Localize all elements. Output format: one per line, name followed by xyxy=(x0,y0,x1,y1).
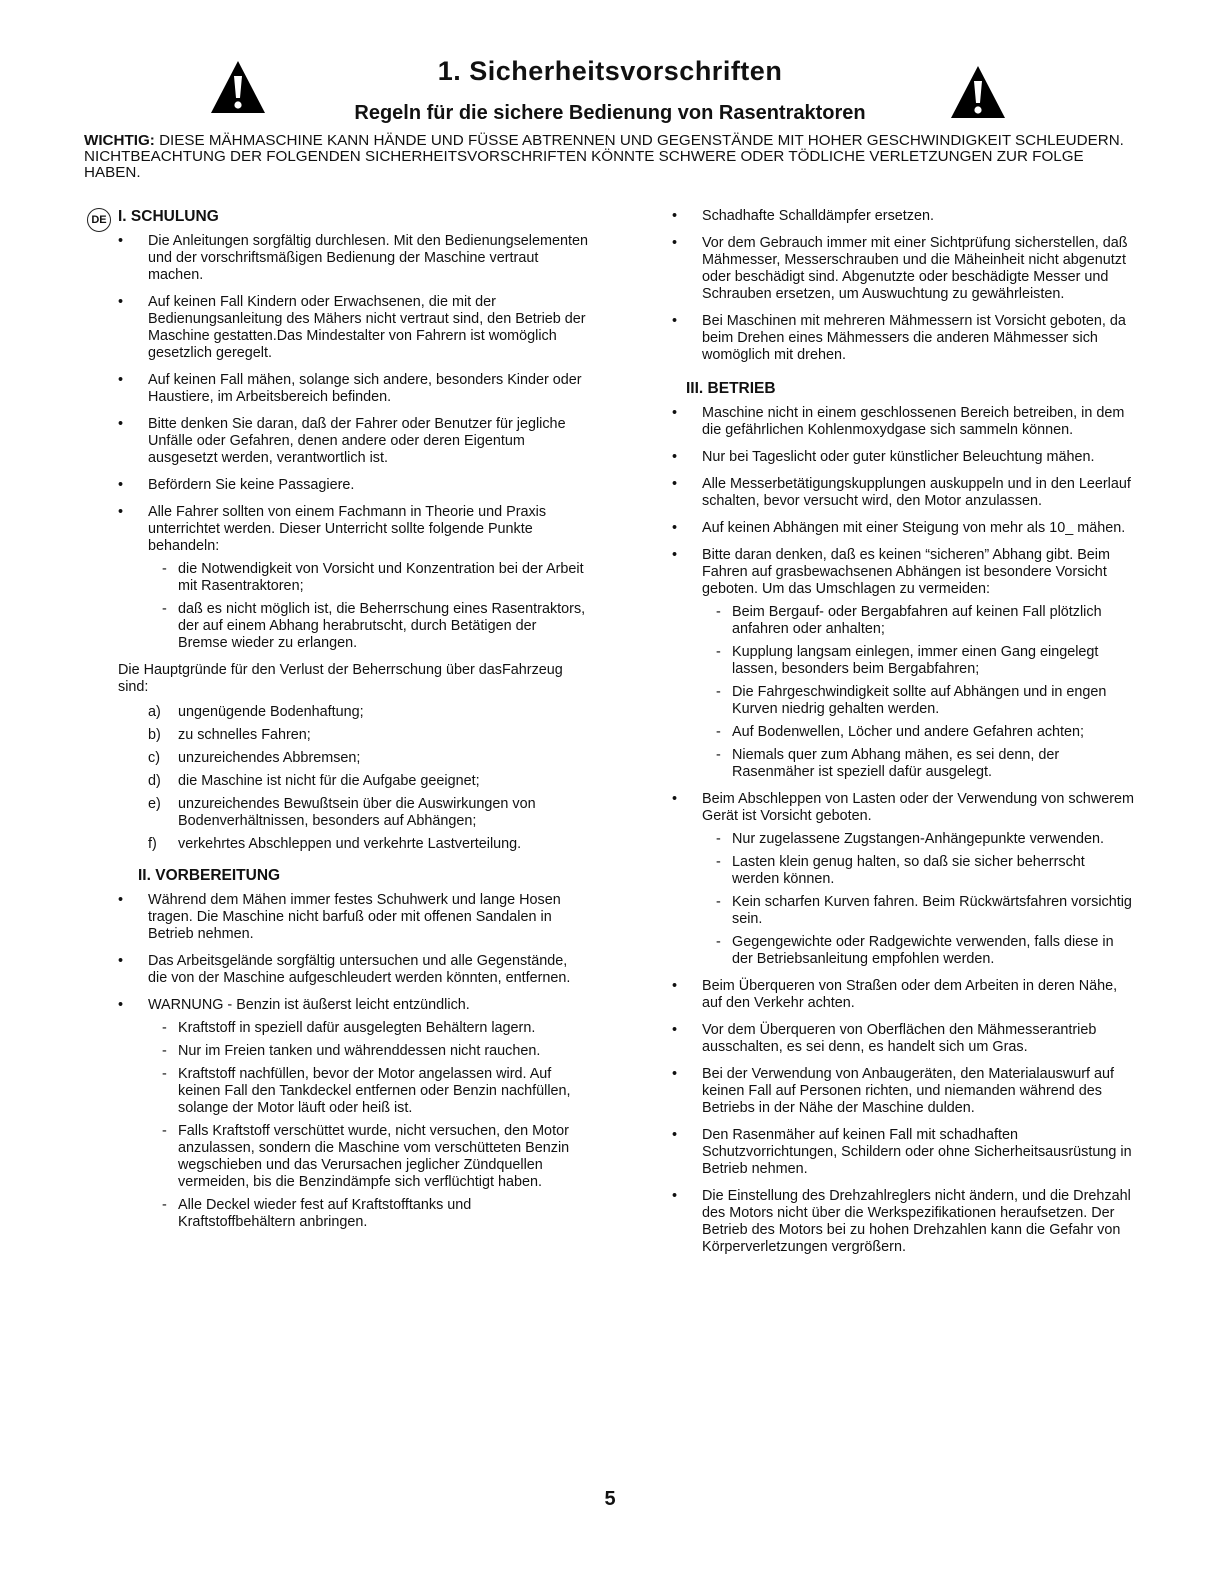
sub-list-item: - Kraftstoff in speziell dafür ausgelegten Behältern lagern. xyxy=(148,1020,588,1037)
item-letter: d) xyxy=(148,773,161,789)
list-item: • Maschine nicht in einem geschlossenen Bereich betreiben, in dem die gefährlichen Kohlenmoxydgase sich sammeln können. xyxy=(672,405,1134,439)
list-item: • Bei der Verwendung von Anbaugeräten, den Materialauswurf auf keinen Fall auf Personen richten, und niemanden während des Betriebs in der Nähe der Maschine dulden. xyxy=(672,1066,1134,1117)
paragraph: Die Hauptgründe für den Verlust der Beherrschung über dasFahrzeug sind: xyxy=(118,662,563,695)
sub-list-item: - Beim Bergauf- oder Bergabfahren auf keinen Fall plötzlich anfahren oder anhalten; xyxy=(702,604,1134,638)
list-item: • Die Anleitungen sorgfältig durchlesen. Mit den Bedienungselementen und der vorschriftsmäßigen Bedienung der Maschine vertraut machen. xyxy=(118,233,588,284)
sub-list-item: - Falls Kraftstoff verschüttet wurde, nicht versuchen, den Motor anzulassen, sondern die Maschine vom verschütteten Benzin wegschieben und das Verursachen jeglicher Zündquellen vermeiden, bis die Benzindämpfe sich verflüchtigt haben. xyxy=(148,1123,588,1191)
sub-list-item: - Die Fahrgeschwindigkeit sollte auf Abhängen und in engen Kurven niedrig gehalten werden. xyxy=(702,684,1134,718)
list-item: • Den Rasenmäher auf keinen Fall mit schadhaften Schutzvorrichtungen, Schildern oder ohne Sicherheitsausrüstung in Betrieb nehmen. xyxy=(672,1127,1134,1178)
list-item-text: WARNUNG - Benzin ist äußerst leicht entzündlich. xyxy=(148,997,470,1013)
sub-list-item: - daß es nicht möglich ist, die Beherrschung eines Rasentraktors, der auf einem Abhang herabrutscht, durch Betätigen der Bremse wieder zu erlangen. xyxy=(148,601,588,652)
sub-list-item: - Auf Bodenwellen, Löcher und andere Gefahren achten; xyxy=(702,724,1134,741)
sub-list-item: - die Notwendigkeit von Vorsicht und Konzentration bei der Arbeit mit Rasentraktoren; xyxy=(148,561,588,595)
lettered-item xyxy=(118,704,588,721)
sub-list-item: - Alle Deckel wieder fest auf Kraftstofftanks und Kraftstoffbehältern anbringen. xyxy=(148,1197,588,1231)
list-item: • Die Einstellung des Drehzahlreglers nicht ändern, und die Drehzahl des Motors nicht über die Werkspezifikationen heraufsetzen. Der Betrieb des Motors bei zu hohen Drehzahlen kann die Gefahr von Körperverletzungen vergrößern. xyxy=(672,1188,1134,1256)
important-warning xyxy=(84,133,1136,181)
section-heading-betrieb: III. BETRIEB xyxy=(686,380,776,397)
section-heading-schulung: I. SCHULUNG xyxy=(118,208,219,225)
list-item-text: Bitte daran denken, daß es keinen “sicheren” Abhang gibt. Beim Fahren auf grasbewachsenen Abhängen ist besondere Vorsicht geboten. Um das Umschlagen zu vermeiden: xyxy=(702,547,1110,597)
lettered-item xyxy=(118,796,588,830)
lettered-item xyxy=(118,727,588,744)
list-item: • Vor dem Gebrauch immer mit einer Sichtprüfung sicherstellen, daß Mähmesser, Messerschrauben und die Mäheinheit nicht abgenutzt oder beschädigt sind. Abgenutzte oder beschädigte Messer und Schrauben ersetzen, um Auswuchtung zu gewährleisten. xyxy=(672,235,1134,303)
section-heading-vorbereitung: II. VORBEREITUNG xyxy=(138,867,281,884)
list-item: • Bei Maschinen mit mehreren Mähmessern ist Vorsicht geboten, da beim Drehen eines Mähmessers die anderen Mähmesser sich womöglich mit drehen. xyxy=(672,313,1134,364)
sub-list-item: - Gegengewichte oder Radgewichte verwenden, falls diese in der Betriebsanleitung empfohlen werden. xyxy=(702,934,1134,968)
item-letter: f) xyxy=(148,836,157,852)
warning-text: DIESE MÄHMASCHINE KANN HÄNDE UND FÜSSE ABTRENNEN UND GEGENSTÄNDE MIT HOHER GESCHWINDIGKEIT SCHLEUDERN. NICHTBEACHTUNG DER FOLGENDEN SICHERHEITSVORSCHRIFTEN KÖNNTE SCHWERE ODER TÖDLICHE VERLETZUNGEN ZUR FOLGE HABEN. xyxy=(84,132,1124,181)
list-item: • Auf keinen Abhängen mit einer Steigung von mehr als 10_ mähen. xyxy=(672,520,1134,537)
sub-list-item: - Kraftstoff nachfüllen, bevor der Motor angelassen wird. Auf keinen Fall den Tankdeckel entfernen oder Benzin nachfüllen, solange der Motor läuft oder heiß ist. xyxy=(148,1066,588,1117)
item-text: die Maschine ist nicht für die Aufgabe geeignet; xyxy=(178,773,480,789)
lettered-item xyxy=(118,750,588,767)
list-item: • Nur bei Tageslicht oder guter künstlicher Beleuchtung mähen. xyxy=(672,449,1134,466)
lettered-item xyxy=(118,836,588,853)
list-item: • Bitte denken Sie daran, daß der Fahrer oder Benutzer für jegliche Unfälle oder Gefahren, denen andere oder deren Eigentum ausgesetzt werden, verantwortlich ist. xyxy=(118,416,588,467)
list-item xyxy=(672,791,1134,968)
sub-list-item: - Lasten klein genug halten, so daß sie sicher beherrscht werden können. xyxy=(702,854,1134,888)
list-item: • Schadhafte Schalldämpfer ersetzen. xyxy=(672,208,1134,225)
item-letter: b) xyxy=(148,727,161,743)
item-text: unzureichendes Abbremsen; xyxy=(178,750,361,766)
warning-label: WICHTIG: xyxy=(84,132,155,149)
item-text: unzureichendes Bewußtsein über die Auswirkungen von Bodenverhältnissen, besonders auf Abhängen; xyxy=(178,796,536,829)
item-text: zu schnelles Fahren; xyxy=(178,727,311,743)
page-number: 5 xyxy=(604,1488,616,1510)
list-item: • Befördern Sie keine Passagiere. xyxy=(118,477,588,494)
list-item: • Alle Messerbetätigungskupplungen auskuppeln und in den Leerlauf schalten, bevor versucht wird, den Motor anzulassen. xyxy=(672,476,1134,510)
item-text: verkehrtes Abschleppen und verkehrte Lastverteilung. xyxy=(178,836,522,852)
list-item-text: Alle Fahrer sollten von einem Fachmann in Theorie und Praxis unterrichtet werden. Dieser Unterricht sollte folgende Punkte behandeln: xyxy=(148,504,547,554)
lettered-item xyxy=(118,773,588,790)
list-item: • Während dem Mähen immer festes Schuhwerk und lange Hosen tragen. Die Maschine nicht barfuß oder mit offenen Sandalen in Betrieb nehmen. xyxy=(118,892,588,943)
right-column xyxy=(672,208,1134,1266)
item-letter: c) xyxy=(148,750,160,766)
left-column xyxy=(118,208,588,1241)
list-item: • Auf keinen Fall Kindern oder Erwachsenen, die mit der Bedienungsanleitung des Mähers nicht vertraut sind, den Betrieb der Maschine gestatten.Das Mindestalter von Fahrern ist womöglich gesetzlich geregelt. xyxy=(118,294,588,362)
item-letter: e) xyxy=(148,796,161,812)
page-title: 1. Sicherheitsvorschriften xyxy=(437,56,783,86)
list-item: • Das Arbeitsgelände sorgfältig untersuchen und alle Gegenstände, die von der Maschine aufgeschleudert werden könnten, entfernen. xyxy=(118,953,588,987)
list-item xyxy=(672,547,1134,781)
sub-list-item: - Kupplung langsam einlegen, immer einen Gang eingelegt lassen, besonders beim Bergabfahren; xyxy=(702,644,1134,678)
page-subtitle: Regeln für die sichere Bedienung von Rasentraktoren xyxy=(354,102,866,124)
item-letter: a) xyxy=(148,704,161,720)
list-item xyxy=(118,504,588,652)
list-item-text: Beim Abschleppen von Lasten oder der Verwendung von schwerem Gerät ist Vorsicht geboten. xyxy=(702,791,1134,824)
list-item xyxy=(118,997,588,1231)
language-badge: DE xyxy=(87,208,111,232)
item-text: ungenügende Bodenhaftung; xyxy=(178,704,364,720)
list-item: • Auf keinen Fall mähen, solange sich andere, besonders Kinder oder Haustiere, im Arbeitsbereich befinden. xyxy=(118,372,588,406)
list-item: • Vor dem Überqueren von Oberflächen den Mähmesserantrieb ausschalten, es sei denn, es handelt sich um Gras. xyxy=(672,1022,1134,1056)
sub-list-item: - Nur im Freien tanken und währenddessen nicht rauchen. xyxy=(148,1043,588,1060)
sub-list-item: - Niemals quer zum Abhang mähen, es sei denn, der Rasenmäher ist speziell dafür ausgelegt. xyxy=(702,747,1134,781)
list-item: • Beim Überqueren von Straßen oder dem Arbeiten in deren Nähe, auf den Verkehr achten. xyxy=(672,978,1134,1012)
sub-list-item: - Nur zugelassene Zugstangen-Anhängepunkte verwenden. xyxy=(702,831,1134,848)
sub-list-item: - Kein scharfen Kurven fahren. Beim Rückwärtsfahren vorsichtig sein. xyxy=(702,894,1134,928)
